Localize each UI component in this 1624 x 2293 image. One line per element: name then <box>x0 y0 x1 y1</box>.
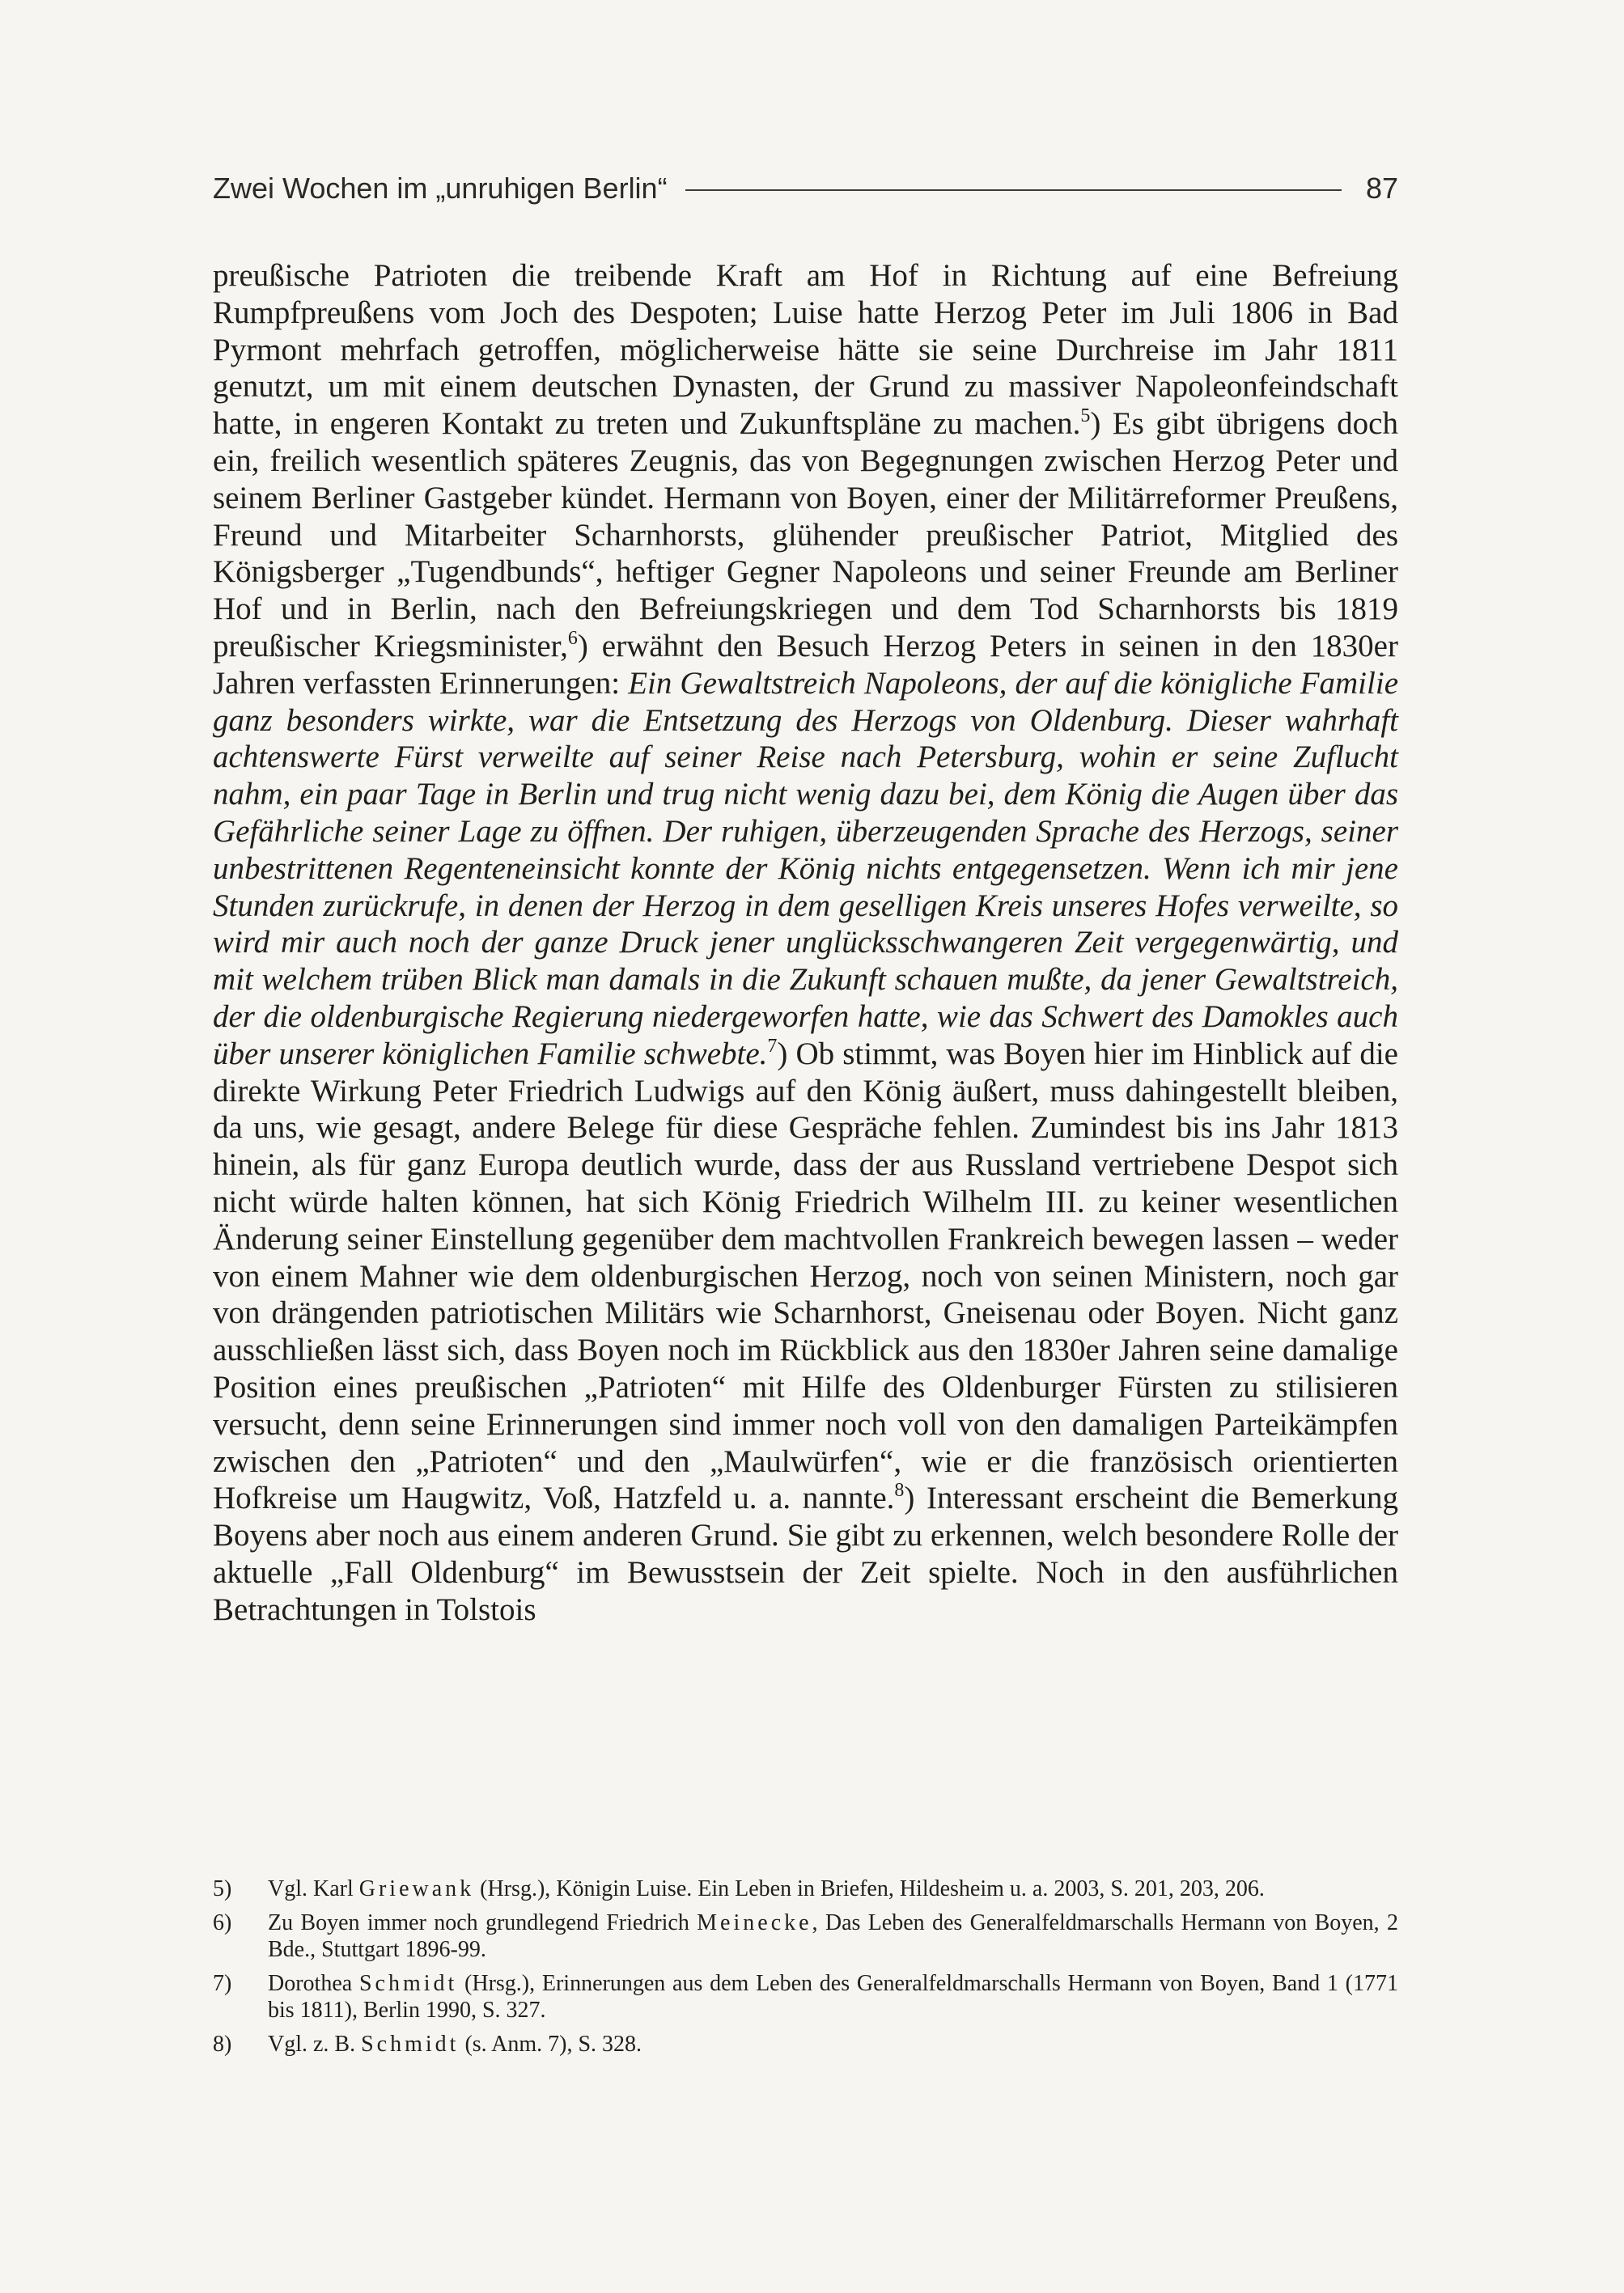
text-segment: ) Interessant erscheint die Bemerkung Boyens aber noch aus einem anderen Grund. Sie gibt zu erkennen, welch besondere Rolle der aktuelle „Fall Oldenburg“ im Bewusstsein der Zeit spielte. Noch in den ausführlichen Betrachtungen in Tolstois <box>213 1481 1398 1627</box>
footnote-number: 5) <box>213 1876 232 1901</box>
footnote-post: (Hrsg.), Erinnerungen aus dem Leben des Generalfeldmarschalls Hermann von Boyen, Band 1 (1771 bis 1811), Berlin 1990, S. 327. <box>268 1971 1398 2023</box>
footnote-text <box>268 1909 1398 1963</box>
text-segment: ) Ob stimmt, was Boyen hier im Hinblick auf die direkte Wirkung Peter Friedrich Ludwigs auf den König äußert, muss dahingestellt bleiben, da uns, wie gesagt, andere Belege für diese Gespräche fehlen. Zumindest bis ins Jahr 1813 hinein, als für ganz Europa deutlich wurde, dass der aus Russland vertriebene Despot sich nicht würde halten können, hat sich König Friedrich Wilhelm III. zu keiner wesentlichen Änderung seiner Einstellung gegenüber dem machtvollen Frankreich bewegen lassen – weder von einem Mahner wie dem oldenburgischen Herzog, noch von seinen Ministern, noch gar von drängenden patriotischen Militärs wie Scharnhorst, Gneisenau oder Boyen. Nicht ganz ausschließen lässt sich, dass Boyen noch im Rückblick aus den 1830er Jahren seine damalige Position eines preußischen „Patrioten“ mit Hilfe des Oldenburger Fürsten zu stilisieren versucht, denn seine Erinnerungen sind immer noch voll von den damaligen Parteikämpfen zwischen den „Patrioten“ und den „Maulwürfen“, wie er die französisch orientierten Hofkreise um Haugwitz, Voß, Hatzfeld u. a. nannte. <box>213 1036 1398 1516</box>
footnote-ref-5: 5 <box>1080 405 1091 427</box>
footnote-8 <box>213 2031 1398 2058</box>
footnote-number: 8) <box>213 2032 232 2057</box>
footnotes <box>213 1876 1398 2065</box>
footnote-ref-6: 6 <box>567 627 578 649</box>
text-segment: preußische Patrioten die treibende Kraft am Hof in Richtung auf eine Befreiung Rumpfpreußens vom Joch des Despoten; Luise hatte Herzog Peter im Juli 1806 in Bad Pyrmont mehrfach getroffen, möglicherweise hätte sie seine Durchreise im Jahr 1811 genutzt, um mit einem deutschen Dynasten, der Grund zu massiver Napoleonfeindschaft hatte, in engeren Kontakt zu treten und Zukunftspläne zu machen. <box>213 258 1398 442</box>
footnote-pre: Vgl. Karl <box>268 1876 359 1901</box>
footnote-ref-8: 8 <box>894 1480 905 1502</box>
body-paragraph <box>213 257 1398 1628</box>
main-text <box>213 257 1398 1628</box>
header-rule <box>685 189 1342 191</box>
footnote-7 <box>213 1970 1398 2024</box>
footnote-text <box>268 1970 1398 2024</box>
text-segment: ) erwähnt den Besuch Herzog Peters in seinen in den 1830er Jahren verfassten Erinnerungen: <box>213 628 1398 701</box>
running-title: Zwei Wochen im „unruhigen Berlin“ <box>213 172 668 205</box>
footnote-ref-7: 7 <box>767 1035 778 1057</box>
footnote-post: (Hrsg.), Königin Luise. Ein Leben in Briefen, Hildesheim u. a. 2003, S. 201, 203, 206. <box>474 1876 1265 1901</box>
footnote-pre: Dorothea <box>268 1971 359 1996</box>
footnote-text <box>268 1876 1398 1902</box>
author-name: Schmidt <box>361 2032 460 2057</box>
footnote-post: (s. Anm. 7), S. 328. <box>459 2032 642 2057</box>
boyen-quotation: Ein Gewaltstreich Napoleons, der auf die königliche Familie ganz besonders wirkte, war die Entsetzung des Herzogs von Oldenburg. Dieser wahrhaft achtenswerte Fürst verweilte auf seiner Reise nach Petersburg, wohin er seine Zuflucht nahm, ein paar Tage in Berlin und trug nicht wenig dazu bei, dem König die Augen über das Gefährliche seiner Lage zu öffnen. Der ruhigen, überzeugenden Sprache des Herzogs, seiner unbestrittenen Regenteneinsicht konnte der König nichts entgegensetzen. Wenn ich mir jene Stunden zurückrufe, in denen der Herzog in dem geselligen Kreis unseres Hofes verweilte, so wird mir auch noch der ganze Druck jener unglücksschwangeren Zeit vergegenwärtig, und mit welchem trüben Blick man damals in die Zukunft schauen mußte, da jener Gewaltstreich, der die oldenburgische Regierung niedergeworfen hatte, wie das Schwert des Damokles auch über unserer königlichen Familie schwebte. <box>213 665 1398 1071</box>
footnote-5 <box>213 1876 1398 1902</box>
footnote-number: 6) <box>213 1910 232 1935</box>
footnote-pre: Zu Boyen immer noch grundlegend Friedrich <box>268 1910 698 1935</box>
author-name: Meinecke <box>697 1910 812 1935</box>
footnote-6 <box>213 1909 1398 1963</box>
text-segment: ) Es gibt übrigens doch ein, freilich wesentlich späteres Zeugnis, das von Begegnungen zwischen Herzog Peter und seinem Berliner Gastgeber kündet. Hermann von Boyen, einer der Militärreformer Preußens, Freund und Mitarbeiter Scharnhorsts, glühender preußischer Patriot, Mitglied des Königsberger „Tugendbunds“, heftiger Gegner Napoleons und seiner Freunde am Berliner Hof und in Berlin, nach den Befreiungskriegen und dem Tod Scharnhorsts bis 1819 preußischer Kriegsminister, <box>213 406 1398 663</box>
footnote-number: 7) <box>213 1971 232 1996</box>
footnote-pre: Vgl. z. B. <box>268 2032 362 2057</box>
running-header <box>213 168 1398 209</box>
footnote-text <box>268 2031 1398 2058</box>
page-number: 87 <box>1365 172 1398 205</box>
author-name: Griewank <box>358 1876 475 1901</box>
author-name: Schmidt <box>358 1971 458 1996</box>
footnote-post: , Das Leben des Generalfeldmarschalls Hermann von Boyen, 2 Bde., Stuttgart 1896-99. <box>268 1910 1398 1962</box>
